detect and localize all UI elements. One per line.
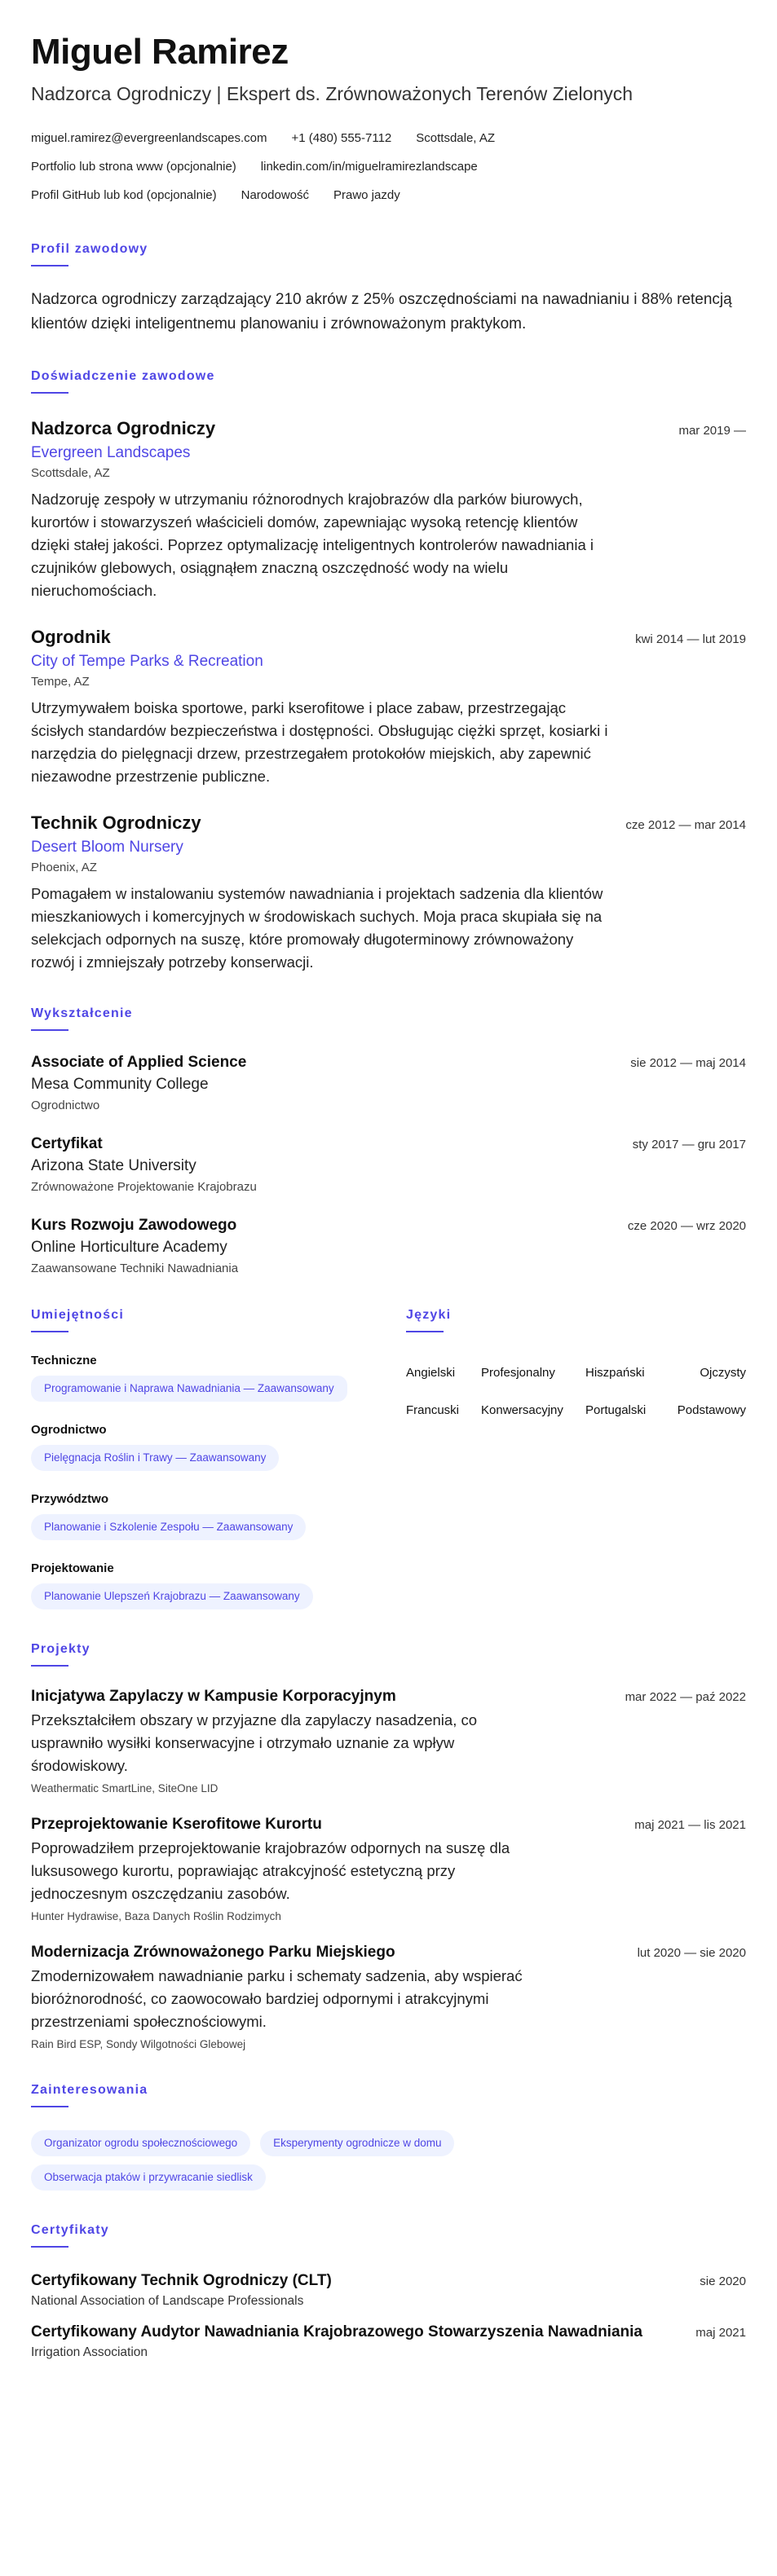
skill-group-title: Projektowanie [31,1561,114,1575]
cert-issuer: Irrigation Association [31,2345,148,2359]
cert-name: Certyfikowany Technik Ogrodniczy (CLT) [31,2272,332,2289]
edu-degree: Kurs Rozwoju Zawodowego [31,1217,237,1234]
candidate-headline: Nadzorca Ogrodniczy | Ekspert ds. Zrównoważonych Terenów Zielonych [31,83,634,104]
interest-chip: Obserwacja ptaków i przywracanie siedlisk [31,2164,266,2191]
project-description: Poprowadziłem przeprojektowanie krajobrazów odpornych na suszę dla luksusowego kurortu, poprawiając atrakcyjność estetyczną przy jednoczesnym oszczędzaniu zasobów. [31,1839,510,1902]
section-title: Zainteresowania [31,2083,148,2097]
interests-section [31,2083,746,2191]
language-row [406,1391,746,1429]
edu-school: Mesa Community College [31,1076,209,1093]
job-title: Ogrodnik [31,627,111,647]
job-company[interactable]: City of Tempe Parks & Recreation [31,653,263,670]
cert-date: maj 2021 [695,2326,746,2340]
skill-group-title: Techniczne [31,1354,97,1367]
edu-date: cze 2020 — wrz 2020 [627,1219,746,1233]
job-location: Tempe, AZ [31,675,90,689]
education-section [31,1006,746,1275]
edu-field: Ogrodnictwo [31,1099,100,1112]
profile-section [31,242,746,337]
edu-school: Arizona State University [31,1157,196,1174]
project-name: Przeprojektowanie Kserofitowe Kurortu [31,1816,322,1833]
job-entry [31,812,746,974]
languages-table [406,1354,746,1429]
project-date: lut 2020 — sie 2020 [637,1946,746,1960]
section-title: Doświadczenie zawodowe [31,369,215,383]
skill-group-title: Ogrodnictwo [31,1423,107,1437]
job-entry [31,627,746,788]
section-divider [31,392,68,394]
cert-name: Certyfikowany Audytor Nawadniania Krajobrazowego Stowarzyszenia Nawadniania [31,2323,642,2340]
edu-field: Zaawansowane Techniki Nawadniania [31,1262,239,1275]
certification-entry [31,2323,746,2360]
interest-chip: Eksperymenty ogrodnicze w domu [260,2130,454,2156]
github-link[interactable]: Profil GitHub lub kod (opcjonalnie) [31,188,217,202]
section-title: Projekty [31,1642,91,1656]
job-title: Nadzorca Ogrodniczy [31,418,216,438]
edu-date: sty 2017 — gru 2017 [632,1138,746,1151]
section-title: Certyfikaty [31,2223,109,2237]
section-divider [31,2246,68,2248]
skill-group [31,1423,373,1471]
job-location: Scottsdale, AZ [31,466,110,480]
project-tools: Hunter Hydrawise, Baza Danych Roślin Rodzimych [31,1910,281,1922]
skill-group [31,1354,373,1402]
job-date: cze 2012 — mar 2014 [625,818,746,832]
project-tools: Rain Bird ESP, Sondy Wilgotności Glebowej [31,2038,246,2050]
languages-section [406,1308,746,1609]
language-level: Konwersacyjny [481,1402,563,1417]
project-name: Modernizacja Zrównoważonego Parku Miejskiego [31,1944,395,1961]
language-row [406,1354,746,1391]
projects-section [31,1642,746,2050]
portfolio-link[interactable]: Portfolio lub strona www (opcjonalnie) [31,160,236,174]
contact-info [31,124,746,209]
job-date: mar 2019 — [678,424,746,438]
project-date: maj 2021 — lis 2021 [634,1818,746,1832]
job-location: Phoenix, AZ [31,861,97,874]
language-name: Angielski [406,1365,456,1380]
interest-chips [31,2130,536,2191]
phone-number[interactable]: +1 (480) 555-7112 [291,131,392,145]
section-title: Języki [406,1308,452,1322]
job-date: kwi 2014 — lut 2019 [635,632,746,646]
skill-chip: Planowanie Ulepszeń Krajobrazu — Zaawansowany [31,1583,313,1609]
edu-degree: Certyfikat [31,1135,103,1152]
project-entry [31,1944,746,2050]
profile-summary: Nadzorca ogrodniczy zarządzający 210 akrów z 25% oszczędnościami na nawadnianiu i 88% retencją klientów dzięki inteligentnemu planowaniu i zrównoważonym praktykom. [31,291,732,332]
resume-header [31,0,746,209]
job-description: Utrzymywałem boiska sportowe, parki kserofitowe i place zabaw, przestrzegając ścisłych standardów bezpieczeństwa i dostępności. Obsługując ciężki sprzęt, kosiarki i narzędzia do pielęgnacji drzew, przestrzegałem protokołów miejskich, aby zapewnić niezawodne przestrzenie publiczne. [31,699,608,785]
email-link[interactable]: miguel.ramirez@evergreenlandscapes.com [31,131,267,145]
education-entry [31,1217,746,1275]
section-title: Umiejętności [31,1308,124,1322]
education-entry [31,1054,746,1112]
skill-chip: Planowanie i Szkolenie Zespołu — Zaawansowany [31,1514,306,1540]
job-description: Nadzoruję zespoły w utrzymaniu różnorodnych krajobrazów dla parków biurowych, kurortów i stowarzyszeń właścicieli domów, zapewniając wysoką retencję klientów dzięki stałej jakości. Poprzez optymalizację inteligentnych kontrolerów nawadniania i czujników glebowych, osiągnąłem znaczną oszczędność wody na wielu nieruchomościach. [31,491,594,599]
project-date: mar 2022 — paź 2022 [625,1690,746,1704]
language-level: Profesjonalny [481,1365,555,1380]
job-entry [31,418,746,602]
skill-chip: Pielęgnacja Roślin i Trawy — Zaawansowany [31,1445,279,1471]
location: Scottsdale, AZ [416,131,495,145]
section-title: Wykształcenie [31,1006,133,1020]
nationality: Narodowość [241,188,309,202]
project-entry [31,1816,746,1922]
experience-section [31,369,746,974]
cert-date: sie 2020 [700,2274,746,2288]
job-company[interactable]: Desert Bloom Nursery [31,839,183,856]
interest-chip: Organizator ogrodu społecznościowego [31,2130,250,2156]
section-divider [31,265,68,266]
contact-row [31,152,746,181]
project-tools: Weathermatic SmartLine, SiteOne LID [31,1782,219,1794]
section-divider [31,1029,68,1031]
skill-group [31,1492,373,1540]
edu-date: sie 2012 — maj 2014 [630,1056,746,1070]
certification-entry [31,2272,746,2309]
language-level: Ojczysty [700,1365,746,1380]
edu-degree: Associate of Applied Science [31,1054,247,1071]
project-name: Inicjatywa Zapylaczy w Kampusie Korporacyjnym [31,1688,396,1705]
cert-issuer: National Association of Landscape Professionals [31,2294,304,2308]
language-name: Portugalski [585,1402,647,1417]
contact-row [31,124,746,152]
skill-group [31,1561,373,1609]
job-description: Pomagałem w instalowaniu systemów nawadniania i projektach sadzenia dla klientów mieszkaniowych i komercyjnych w środowiskach suchych. Moja praca skupiała się na selekcjach odpornych na suszę, które promowały długoterminowy zrównoważony rozwój i zmniejszały potrzeby konserwacji. [31,885,603,971]
contact-row [31,181,746,209]
job-title: Technik Ogrodniczy [31,812,201,833]
project-description: Przekształciłem obszary w przyjazne dla zapylaczy nasadzenia, co usprawniło wysiłki konserwacyjne i otrzymało uznanie za wpływ środowiskowy. [31,1711,478,1774]
skills-languages-row [31,1308,746,1609]
language-name: Francuski [406,1402,460,1417]
certifications-section [31,2223,746,2384]
linkedin-link[interactable]: linkedin.com/in/miguelramirezlandscape [260,160,478,174]
project-entry [31,1688,746,1794]
section-divider [31,1331,68,1332]
skill-group-title: Przywództwo [31,1492,109,1506]
language-level: Podstawowy [677,1402,746,1417]
language-name: Hiszpański [585,1365,645,1380]
section-divider [31,2106,68,2107]
edu-field: Zrównoważone Projektowanie Krajobrazu [31,1180,257,1194]
skills-section [31,1308,373,1609]
section-divider [406,1331,444,1332]
driving-license: Prawo jazdy [333,188,400,202]
skill-chip: Programowanie i Naprawa Nawadniania — Zaawansowany [31,1376,347,1402]
section-title: Profil zawodowy [31,242,148,256]
education-entry [31,1135,746,1194]
edu-school: Online Horticulture Academy [31,1239,227,1256]
candidate-name: Miguel Ramirez [31,32,289,72]
job-company[interactable]: Evergreen Landscapes [31,444,191,461]
section-divider [31,1665,68,1667]
project-description: Zmodernizowałem nawadnianie parku i schematy sadzenia, aby wspierać bioróżnorodność, co zaowocowało bardziej odpornymi i atrakcyjnymi przestrzeniami społecznościowymi. [31,1967,523,2030]
